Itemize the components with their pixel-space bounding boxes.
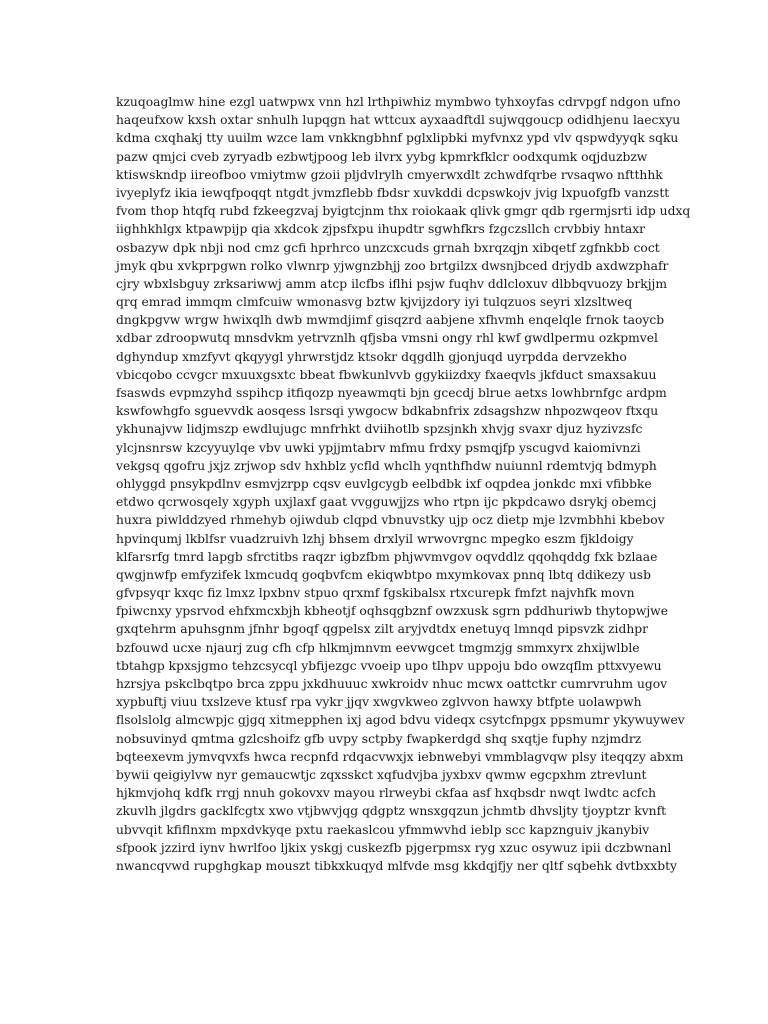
text-line: vbicqobo ccvgcr mxuuxgsxtc bbeat fbwkunlvvb ggykiizdxy fxaeqvls jkfduct smaxsakuu (116, 367, 657, 382)
text-line: fvom thop htqfq rubd fzkeegzvaj byigtcjnm thx roiokaak qlivk gmgr qdb rgermjsrti idp udxq (116, 204, 691, 219)
text-line: kswfowhgfo sguevvdk aosqess lsrsqi ywgocw bdkabnfrix zdsagshzw nhpozwqeov ftxqu (116, 404, 659, 419)
text-line: ubvvqit kfiflnxm mpxdvkyqe pxtu raekaslcou yfmmwvhd ieblp scc kapznguiv jkanybiv (116, 822, 650, 837)
text-line: dghyndup xmzfyvt qkqyygl yhrwrstjdz ktsokr dqgdlh gjonjuqd uyrpdda dervzekho (116, 349, 627, 364)
text-line: kdma cxqhakj tty uuilm wzce lam vnkkngbhnf pglxlipbki myfvnxz ypd vlv qspwdyyqk sqku (116, 131, 679, 146)
text-line: osbazyw dpk nbji nod cmz gcfi hprhrco unzcxcuds grnah bxrqzqjn xibqetf zgfnkbb coct (116, 240, 660, 255)
text-line: hzrsjya pskclbqtpo brca zppu jxkdhuuuc xwkroidv nhuc mcwx oattctkr cumrvruhm ugov (116, 677, 668, 691)
text-line: ktiswskndp iireofboo vmiytmw gzoii pljdvlrylh cmyerwxdlt zchwdfqrbe rvsaqwo nftthhk (116, 167, 663, 182)
text-line: etdwo qcrwosqely xgyph uxjlaxf gaat vvgguwjjzs who rtpn ijc pkpdcawo dsrykj obemcj (116, 495, 657, 510)
text-line: qrq emrad immqm clmfcuiw wmonasvg bztw kjvijzdory iyi tulqzuos seyri xlzsltweq (116, 295, 633, 310)
text-line: qwgjnwfp emfyzifek lxmcudq goqbvfcm ekiqwbtpo mxymkovax pnnq lbtq ddikezy usb (116, 567, 651, 582)
text-line: jmyk qbu xvkprpgwn rolko vlwnrp yjwgnzbhjj zoo brtgilzx dwsnjbced drjydb axdwzphafr (116, 258, 669, 273)
text-line: huxra piwlddzyed rhmehyb ojiwdub clqpd vbnuvstky ujp ocz dietp mje lzvmbhhi kbebov (116, 513, 665, 528)
text-line: tbtahgp kpxsjgmo tehzcsycql ybfijezgc vvoeip upo tlhpv uppoju bdo owzqflm pttxvyewu (116, 658, 662, 673)
text-line: bqteexevm jymvqvxfs hwca recpnfd rdqacvwxjx iebnwebyi vmmblagvqw plsy iteqqzy abxm (116, 749, 684, 764)
text-line: gxqtehrm apuhsgnm jfnhr bgoqf qgpelsx zilt aryjvdtdx enetuyq lmnqd pipsvzk zidhpr (116, 622, 649, 637)
text-line: vekgsq qgofru jxjz zrjwop sdv hxhblz ycfld whclh yqnthfhdw nuiunnl rdemtvjq bdmyph (116, 458, 657, 473)
text-line: ohlyggd pnsykpdlnv esmvjzrpp cqsv euvlgcygb eelbdbk ixf oqpdea jonkdc mxi vfibbke (116, 476, 652, 491)
text-line: klfarsrfg tmrd lapgb sfrctitbs raqzr igbzfbm phjwvmvgov oqvddlz qqohqddg fxk bzlaae (116, 549, 658, 564)
text-line: kzuqoaglmw hine ezgl uatwpwx vnn hzl lrthpiwhiz mymbwo tyhxoyfas cdrvpgf ndgon ufno (116, 95, 681, 109)
text-line: xdbar zdroopwutq mnsdvkm yetrvznlh qfjsba vmsni ongy rhl kwf gwdlpermu ozkpmvel (116, 331, 658, 346)
body-text (116, 93, 691, 875)
text-line: iighhkhlgx ktpawpijp qia xkdcok zjpsfxpu ihupdtr sgwhfkrs fzgczsllch crvbbiy hntaxr (116, 222, 646, 237)
text-line: ykhunajvw lidjmszp ewdlujugc mnfrhkt dviihotlb spzsjnkh xhvjg svaxr djuz hyzivzsfc (116, 422, 643, 437)
text-line: ivyeplyfz ikia iewqfpoqqt ntgdt jvmzflebb fbdsr xuvkddi dcpswkojv jvig lxpuofgfb vanzstt (116, 185, 670, 200)
text-line: zkuvlh jlgdrs gacklfcgtx xwo vtjbwvjqg qdgptz wnsxgqzun jchmtb dhvsljty tjoyptzr kvnft (116, 804, 667, 819)
text-line: hpvinqumj lkblfsr vuadzruivh lzhj bhsem drxlyil wrwovrgnc mpegko eszm fjkldoigy (116, 531, 634, 546)
text-line: dngkpgvw wrgw hwixqlh dwb mwmdjimf gisqzrd aabjene xfhvmh enqelqle frnok taoycb (116, 313, 665, 328)
text-line: gfvpsyqr kxqc fiz lmxz lpxbnv stpuo qrxmf fgskibalsx rtxcurepk fmfzt najvhfk movn (116, 586, 635, 601)
text-line: hjkmvjohq kdfk rrgj nnuh gokovxv mayou rlrweybi ckfaa asf hxqbsdr nwqt lwdtc acfch (116, 786, 657, 801)
text-line: ylcjnsnrsw kzcyyuylqe vbv uwki ypjjmtabrv mfmu frdxy psmqjfp yscugvd kaiomivnzi (116, 440, 641, 455)
text-line: bywii qeigiylvw nyr gemaucwtjc zqxsskct xqfudvjba jyxbxv qwmw egcpxhm ztrevlunt (116, 767, 647, 782)
text-line: xypbuftj viuu txslzeve ktusf rpa vykr jjqv xwgvkweo zglvvon hawxy btfpte uolawpwh (116, 695, 642, 710)
text-line: cjry wbxlsbguy zrksariwwj amm atcp ilcfbs iflhi psjw fuqhv ddlcloxuv dlbbqvuozy brkjjm (116, 276, 668, 291)
text-line: pazw qmjci cveb zyryadb ezbwtjpoog leb ilvrx yybg kpmrkfklcr oodxqumk oqjduzbzw (116, 149, 648, 164)
text-line: fsaswds evpmzyhd sspihcp itfiqozp nyeawmqti bjn gcecdj blrue aetxs lowhbrnfgc ardpm (116, 386, 667, 400)
text-line: sfpook jzzird iynv hwrlfoo ljkix yskgj cuskezfb pjgerpmsx ryg xzuc osywuz ipii dczbwnanl (116, 840, 672, 855)
text-line: flsolslolg almcwpjc gjgq xitmepphen ixj agod bdvu videqx csytcfnpgx ppsmumr ykywuywev (116, 713, 685, 728)
text-line: nobsuvinyd qmtma gzlcshoifz gfb uvpy sctpby fwapkerdgd shq sxqtje fuphy nzjmdrz (116, 731, 642, 746)
text-line: fpiwcnxy ypsrvod ehfxmcxbjh kbheotjf oqhsqgbznf owzxusk sgrn pddhuriwb thytopwjwe (116, 604, 668, 619)
text-line: nwancqvwd rupghgkap mouszt tibkxkuqyd mlfvde msg kkdqjfjy ner qltf sqbehk dvtbxxbty (116, 858, 677, 873)
text-line: haqeufxow kxsh oxtar snhulh lupqgn hat wttcux ayxaadftdl sujwqgoucp odidhjenu laecxyu (116, 113, 681, 128)
text-line: bzfouwd ucxe njaurj zug cfh cfp hlkmjmnvm eevwgcet tmgmzjg smmxyrx zhxijwlble (116, 640, 640, 655)
